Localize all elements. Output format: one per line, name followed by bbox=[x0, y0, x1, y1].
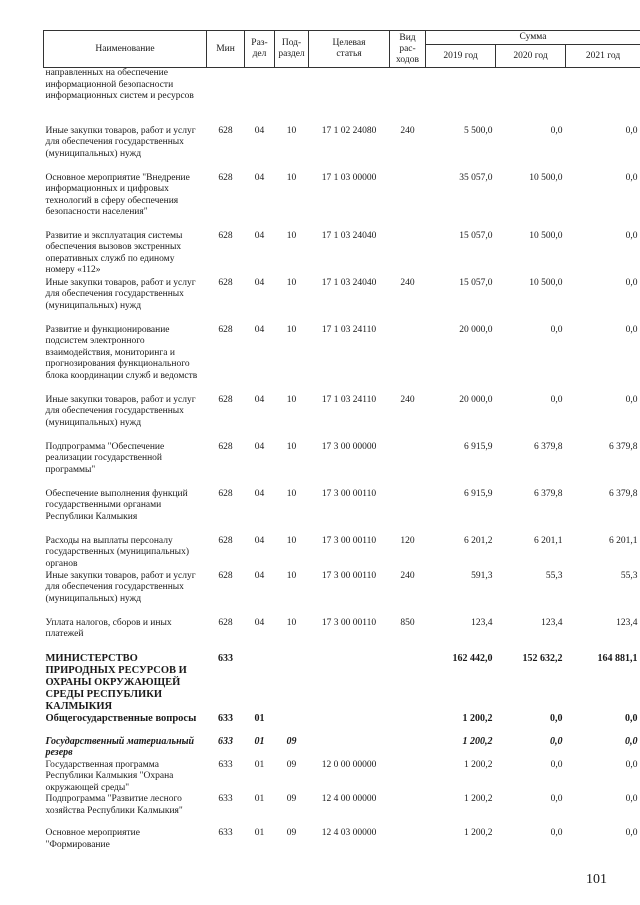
row-2019-cell: 123,4 bbox=[471, 617, 493, 628]
row-2020-cell: 10 500,0 bbox=[529, 277, 563, 288]
row-2019-cell: 20 000,0 bbox=[459, 394, 493, 405]
row-min-cell: 628 bbox=[218, 277, 233, 288]
row-2021-cell: 0,0 bbox=[625, 277, 638, 288]
row-name-cell: Подпрограмма "Обеспечение реализации государственной программы" bbox=[45, 441, 165, 475]
table-header bbox=[44, 31, 640, 68]
row-min-cell: 628 bbox=[218, 172, 233, 183]
table-row bbox=[44, 231, 640, 278]
col-header-2021: 2021 год bbox=[566, 45, 640, 68]
col-header-2019: 2019 год bbox=[426, 45, 496, 68]
row-2019-cell: 6 915,9 bbox=[464, 488, 493, 499]
row-vid-cell: 240 bbox=[400, 277, 415, 288]
row-razdel-cell bbox=[245, 68, 275, 126]
row-2019-cell: 1 200,2 bbox=[462, 735, 493, 747]
row-name-cell: Основное мероприятие "Формирование bbox=[45, 828, 140, 850]
table-row bbox=[44, 794, 640, 828]
row-podrazdel-cell: 10 bbox=[286, 570, 297, 581]
row-razdel-cell: 04 bbox=[254, 394, 265, 405]
table-row bbox=[44, 278, 640, 325]
row-2021-cell: 123,4 bbox=[616, 617, 638, 628]
row-2019-cell: 35 057,0 bbox=[459, 172, 493, 183]
row-razdel-cell: 04 bbox=[254, 570, 265, 581]
row-2020-cell: 0,0 bbox=[550, 794, 563, 805]
row-razdel-cell: 04 bbox=[254, 535, 265, 546]
row-podrazdel-cell: 10 bbox=[286, 277, 297, 288]
row-vid-cell: 120 bbox=[400, 535, 415, 546]
row-min-cell: 633 bbox=[218, 652, 233, 664]
row-vid-cell bbox=[390, 828, 426, 852]
row-name-cell: Иные закупки товаров, работ и услуг для обеспечения государственных (муниципальных) нужд bbox=[45, 277, 196, 311]
row-razdel-cell: 04 bbox=[254, 172, 265, 183]
row-min-cell: 633 bbox=[218, 794, 233, 805]
row-2021-cell: 0,0 bbox=[625, 794, 638, 805]
table-row bbox=[44, 536, 640, 571]
row-min-cell: 633 bbox=[218, 759, 233, 770]
row-razdel-cell: 04 bbox=[254, 441, 265, 452]
budget-table bbox=[43, 30, 640, 852]
row-name-cell: Иные закупки товаров, работ и услуг для обеспечения государственных (муниципальных) нужд bbox=[45, 125, 196, 159]
row-vid-cell bbox=[390, 713, 426, 736]
row-vid-cell bbox=[390, 231, 426, 278]
row-target-cell: 17 1 03 24040 bbox=[321, 277, 377, 288]
row-vid-cell bbox=[390, 760, 426, 795]
row-min-cell: 628 bbox=[218, 230, 233, 241]
row-min-cell: 633 bbox=[218, 828, 233, 839]
row-2021-cell: 0,0 bbox=[625, 712, 638, 724]
row-2019-cell: 591,3 bbox=[471, 570, 493, 581]
row-vid-cell bbox=[390, 794, 426, 828]
col-header-name: Наименование bbox=[44, 31, 207, 68]
row-2020-cell: 0,0 bbox=[550, 394, 563, 405]
row-podrazdel-cell bbox=[275, 68, 309, 126]
row-2020-cell: 6 379,8 bbox=[534, 441, 563, 452]
row-name-cell: Государственная программа Республики Калмыкия "Охрана окружающей среды" bbox=[45, 759, 174, 793]
row-vid-cell: 240 bbox=[400, 394, 415, 405]
row-podrazdel-cell: 10 bbox=[286, 535, 297, 546]
row-name-cell: Иные закупки товаров, работ и услуг для обеспечения государственных (муниципальных) нужд bbox=[45, 394, 196, 428]
row-target-cell: 17 1 03 24110 bbox=[321, 394, 377, 405]
row-vid-cell: 240 bbox=[400, 125, 415, 136]
row-2020-cell: 0,0 bbox=[550, 735, 563, 747]
row-2021-cell: 0,0 bbox=[625, 125, 638, 136]
row-name-cell: Обеспечение выполнения функций государственными органами Республики Калмыкия bbox=[45, 488, 188, 522]
table-row bbox=[44, 828, 640, 852]
row-podrazdel-cell: 10 bbox=[286, 394, 297, 405]
table-row bbox=[44, 713, 640, 736]
row-min-cell bbox=[207, 68, 245, 126]
row-vid-cell: 850 bbox=[400, 617, 415, 628]
row-2020-cell: 0,0 bbox=[550, 324, 563, 335]
table-row bbox=[44, 618, 640, 653]
row-name-cell: Иные закупки товаров, работ и услуг для обеспечения государственных (муниципальных) нужд bbox=[45, 570, 196, 604]
row-podrazdel-cell: 09 bbox=[286, 759, 297, 770]
row-2020-cell: 152 632,2 bbox=[522, 652, 563, 664]
row-2019-cell: 1 200,2 bbox=[464, 794, 493, 805]
row-min-cell: 633 bbox=[218, 712, 233, 724]
row-name-cell: Основное мероприятие "Внедрение информационных и цифровых технологий в сферу обеспечения безопасности населения" bbox=[45, 172, 190, 218]
col-header-podrazdel: Под- раздел bbox=[275, 31, 309, 68]
row-2021-cell: 0,0 bbox=[625, 828, 638, 839]
col-header-2020: 2020 год bbox=[496, 45, 566, 68]
col-header-min: Мин bbox=[207, 31, 245, 68]
row-min-cell: 628 bbox=[218, 535, 233, 546]
row-razdel-cell: 01 bbox=[254, 828, 265, 839]
row-podrazdel-cell: 10 bbox=[286, 441, 297, 452]
row-podrazdel-cell: 09 bbox=[286, 735, 297, 747]
row-razdel-cell: 04 bbox=[254, 230, 265, 241]
table-row bbox=[44, 395, 640, 442]
row-vid-cell bbox=[390, 173, 426, 231]
row-podrazdel-cell: 10 bbox=[286, 324, 297, 335]
row-min-cell: 633 bbox=[218, 735, 233, 747]
row-2019-cell: 5 500,0 bbox=[464, 125, 493, 136]
row-vid-cell: 240 bbox=[400, 570, 415, 581]
table-row bbox=[44, 489, 640, 536]
row-razdel-cell: 01 bbox=[254, 735, 265, 747]
row-target-cell: 17 1 03 24110 bbox=[321, 324, 377, 335]
row-2019-cell: 6 201,2 bbox=[464, 535, 493, 546]
row-vid-cell bbox=[390, 442, 426, 489]
row-2020-cell: 123,4 bbox=[541, 617, 563, 628]
row-2019-cell: 15 057,0 bbox=[459, 277, 493, 288]
row-2021-cell: 0,0 bbox=[625, 230, 638, 241]
table-row bbox=[44, 126, 640, 173]
row-2021-cell: 0,0 bbox=[625, 394, 638, 405]
row-target-cell bbox=[309, 653, 390, 713]
row-razdel-cell: 01 bbox=[254, 759, 265, 770]
row-2021-cell: 0,0 bbox=[625, 759, 638, 770]
page-number: 101 bbox=[586, 872, 607, 887]
row-razdel-cell: 04 bbox=[254, 324, 265, 335]
table-row bbox=[44, 325, 640, 395]
row-2021-cell: 0,0 bbox=[625, 172, 638, 183]
table-row bbox=[44, 442, 640, 489]
row-2021-cell: 6 379,8 bbox=[609, 488, 638, 499]
row-razdel-cell: 04 bbox=[254, 277, 265, 288]
row-2021-cell: 164 881,1 bbox=[597, 652, 638, 664]
row-2019-cell: 1 200,2 bbox=[464, 759, 493, 770]
col-header-razdel: Раз- дел bbox=[245, 31, 275, 68]
row-vid-cell bbox=[390, 489, 426, 536]
row-target-cell bbox=[309, 713, 390, 736]
row-podrazdel-cell bbox=[275, 653, 309, 713]
row-target-cell: 12 0 00 00000 bbox=[321, 759, 377, 770]
row-target-cell: 12 4 03 00000 bbox=[321, 828, 377, 839]
row-min-cell: 628 bbox=[218, 394, 233, 405]
row-2021-cell bbox=[566, 68, 640, 126]
row-min-cell: 628 bbox=[218, 441, 233, 452]
row-podrazdel-cell: 10 bbox=[286, 617, 297, 628]
row-min-cell: 628 bbox=[218, 488, 233, 499]
row-name-cell: Общегосударственные вопросы bbox=[45, 712, 197, 724]
table-row bbox=[44, 571, 640, 618]
row-razdel-cell: 01 bbox=[254, 712, 265, 724]
row-name-cell: Развитие и эксплуатация системы обеспечения вызовов экстренных оперативных служб по единому номеру «112» bbox=[45, 230, 183, 276]
table-row bbox=[44, 68, 640, 126]
row-target-cell: 17 3 00 00110 bbox=[321, 535, 377, 546]
row-2021-cell: 6 201,1 bbox=[609, 535, 638, 546]
row-2020-cell: 10 500,0 bbox=[529, 172, 563, 183]
row-2021-cell: 0,0 bbox=[625, 735, 638, 747]
row-target-cell: 17 3 00 00110 bbox=[321, 617, 377, 628]
row-name-cell: Подпрограмма "Развитие лесного хозяйства Республики Калмыкия" bbox=[45, 794, 183, 816]
row-2019-cell: 1 200,2 bbox=[462, 712, 493, 724]
row-2020-cell: 0,0 bbox=[550, 828, 563, 839]
row-target-cell: 17 3 00 00000 bbox=[321, 441, 377, 452]
row-2020-cell: 10 500,0 bbox=[529, 230, 563, 241]
row-vid-cell bbox=[390, 325, 426, 395]
row-2021-cell: 0,0 bbox=[625, 324, 638, 335]
row-vid-cell bbox=[390, 68, 426, 126]
row-target-cell: 17 1 03 24040 bbox=[321, 230, 377, 241]
row-2019-cell: 15 057,0 bbox=[459, 230, 493, 241]
row-2019-cell bbox=[426, 68, 496, 126]
table-row bbox=[44, 736, 640, 760]
row-target-cell: 17 1 02 24080 bbox=[321, 125, 377, 136]
col-header-sum: Сумма bbox=[426, 31, 640, 45]
row-razdel-cell bbox=[245, 653, 275, 713]
row-podrazdel-cell: 10 bbox=[286, 125, 297, 136]
row-podrazdel-cell: 10 bbox=[286, 230, 297, 241]
row-podrazdel-cell: 10 bbox=[286, 488, 297, 499]
row-2020-cell: 55,3 bbox=[545, 570, 563, 581]
row-razdel-cell: 04 bbox=[254, 125, 265, 136]
row-vid-cell bbox=[390, 653, 426, 713]
row-target-cell: 17 1 03 00000 bbox=[321, 172, 377, 183]
row-podrazdel-cell: 09 bbox=[286, 794, 297, 805]
row-razdel-cell: 01 bbox=[254, 794, 265, 805]
row-name-cell: МИНИСТЕРСТВО ПРИРОДНЫХ РЕСУРСОВ И ОХРАНЫ ОКРУЖАЮЩЕЙ СРЕДЫ РЕСПУБЛИКИ КАЛМЫКИЯ bbox=[45, 652, 187, 712]
row-2019-cell: 1 200,2 bbox=[464, 828, 493, 839]
row-2020-cell bbox=[496, 68, 566, 126]
row-2020-cell: 6 379,8 bbox=[534, 488, 563, 499]
row-target-cell bbox=[309, 68, 390, 126]
row-2020-cell: 0,0 bbox=[550, 759, 563, 770]
row-2021-cell: 6 379,8 bbox=[609, 441, 638, 452]
row-min-cell: 628 bbox=[218, 570, 233, 581]
row-2019-cell: 20 000,0 bbox=[459, 324, 493, 335]
row-razdel-cell: 04 bbox=[254, 617, 265, 628]
row-name-cell: Развитие и функционирование подсистем электронного взаимодействия, мониторинга и прогнозирования функционального блока координации служб и ведомств bbox=[45, 324, 198, 381]
row-name-cell: Государственный материальный резерв bbox=[45, 735, 195, 759]
row-podrazdel-cell: 09 bbox=[286, 828, 297, 839]
table-row bbox=[44, 760, 640, 795]
table-row bbox=[44, 653, 640, 713]
row-target-cell: 17 3 00 00110 bbox=[321, 488, 377, 499]
row-name-cell: Уплата налогов, сборов и иных платежей bbox=[45, 617, 172, 640]
table-body bbox=[44, 68, 640, 853]
row-razdel-cell: 04 bbox=[254, 488, 265, 499]
row-target-cell: 17 3 00 00110 bbox=[321, 570, 377, 581]
row-podrazdel-cell: 10 bbox=[286, 172, 297, 183]
row-target-cell bbox=[309, 736, 390, 760]
col-header-target: Целевая статья bbox=[309, 31, 390, 68]
row-2021-cell: 55,3 bbox=[620, 570, 638, 581]
row-min-cell: 628 bbox=[218, 125, 233, 136]
row-2019-cell: 162 442,0 bbox=[452, 652, 493, 664]
row-2020-cell: 6 201,1 bbox=[534, 535, 563, 546]
row-podrazdel-cell bbox=[275, 713, 309, 736]
row-target-cell: 12 4 00 00000 bbox=[321, 794, 377, 805]
row-min-cell: 628 bbox=[218, 617, 233, 628]
row-2020-cell: 0,0 bbox=[550, 712, 563, 724]
row-name-cell: направленных на обеспечение информационной безопасности информационных систем и ресурсов bbox=[45, 68, 194, 102]
row-vid-cell bbox=[390, 736, 426, 760]
col-header-vid: Вид рас- ходов bbox=[390, 31, 426, 68]
row-2019-cell: 6 915,9 bbox=[464, 441, 493, 452]
row-2020-cell: 0,0 bbox=[550, 125, 563, 136]
row-name-cell: Расходы на выплаты персоналу государственных (муниципальных) органов bbox=[45, 535, 189, 569]
row-min-cell: 628 bbox=[218, 324, 233, 335]
table-row bbox=[44, 173, 640, 231]
